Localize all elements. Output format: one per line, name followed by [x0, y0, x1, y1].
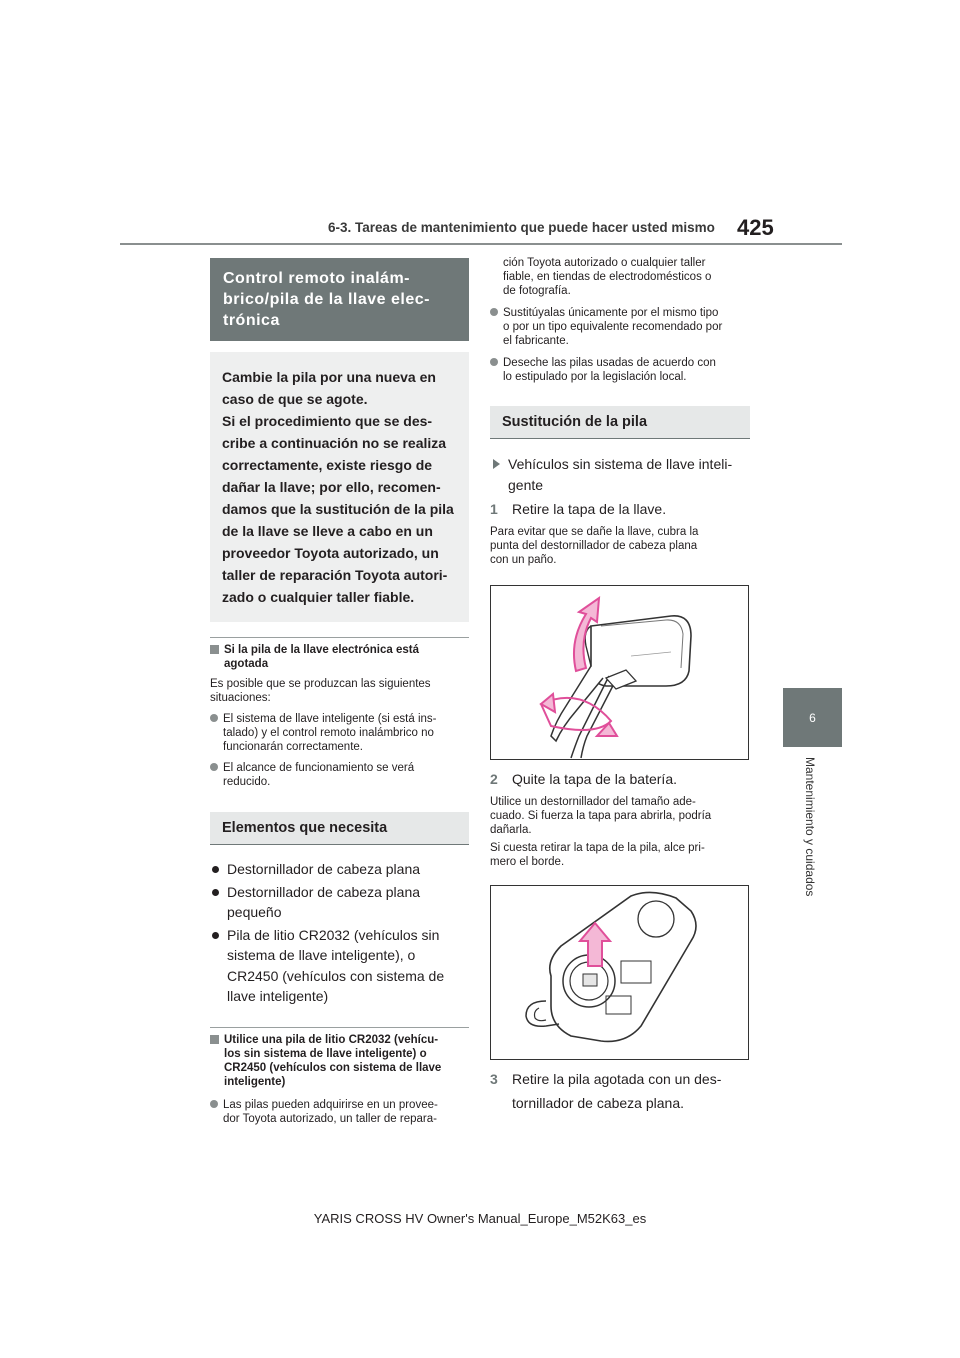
square-bullet-icon: [210, 645, 219, 654]
continued-list-item: ción Toyota autorizado o cualquier taller fiable, en tiendas de electrodomésticos o de fotografía.: [503, 257, 712, 297]
section-title-remote-battery: Control remoto inalám- brico/pila de la llave elec- trónica: [210, 258, 469, 341]
intro-box: Cambie la pila por una nueva en caso de que se agote. Si el procedimiento que se des- cribe a continuación no se realiza correctamente, existe riesgo de dañar la llave; por ello, recomen- damos que la sustitución de la pila de la llave se lleve a cabo en un proveedor Toyota autorizado, un taller de reparación Toyota autori- zado o cualquier taller fiable.: [210, 352, 469, 622]
figure-remove-battery-cover: [490, 885, 749, 1060]
key-cover-illustration: [491, 586, 748, 759]
running-header-title: 6-3. Tareas de mantenimiento que puede hacer usted mismo: [328, 220, 715, 235]
triangle-bullet-icon: [493, 459, 500, 469]
chapter-label: Mantenimiento y cuidados: [803, 757, 817, 897]
circle-bullet-icon: [210, 714, 218, 722]
chapter-number: 6: [809, 710, 816, 725]
chapter-tab: [783, 688, 842, 747]
footer-manual-id: YARIS CROSS HV Owner's Manual_Europe_M52K63_es: [313, 1211, 647, 1226]
section-title-items-needed: Elementos que necesita: [210, 812, 469, 845]
step-3: 3 Retire la pila agotada con un des- tornillador de cabeza plana.: [490, 1071, 722, 1111]
step-2-note-2: Si cuesta retirar la tapa de la pila, alce pri- mero el borde.: [490, 842, 705, 868]
step-2: 2 Quite la tapa de la batería.: [490, 771, 677, 787]
note-battery-type: [210, 1027, 469, 1126]
circle-bullet-icon: [210, 1100, 218, 1108]
note-heading: Si la pila de la llave electrónica está agotada: [210, 637, 469, 671]
list-item: El sistema de llave inteligente (si está ins- talado) y el control remoto inalámbrico no funcionarán correctamente.: [210, 712, 469, 754]
list-item: El alcance de funcionamiento se verá reducido.: [210, 761, 469, 789]
note-heading: Utilice una pila de litio CR2032 (vehícu- los sin sistema de llave inteligente) o CR2450 (vehículos con sistema de llave inteligente): [210, 1027, 469, 1089]
note-dead-battery: [210, 637, 469, 789]
square-bullet-icon: [210, 1035, 219, 1044]
list-item: Sustitúyalas únicamente por el mismo tipo o por un tipo equivalente recomendado por el fabricante.: [490, 306, 750, 348]
list-item: Destornillador de cabeza plana: [210, 859, 469, 880]
chapter-label-container: [803, 757, 823, 922]
right-column: [490, 256, 750, 1114]
list-item: Deseche las pilas usadas de acuerdo con lo estipulado por la legislación local.: [490, 356, 750, 384]
circle-bullet-icon: [490, 358, 498, 366]
vehicle-type-label: Vehículos sin sistema de llave inteli- gente: [490, 454, 750, 496]
left-column: [210, 258, 469, 1126]
note-text: Es posible que se produzcan las siguientes situaciones:: [210, 678, 431, 704]
section-title-battery-replacement: Sustitución de la pila: [490, 406, 750, 439]
list-item: Pila de litio CR2032 (vehículos sin sistema de llave inteligente), o CR2450 (vehículos con sistema de llave inteligente): [210, 925, 469, 1007]
bullet-icon: [212, 889, 219, 896]
page-number: 425: [737, 215, 774, 240]
step-1-note: Para evitar que se dañe la llave, cubra la punta del destornillador de cabeza plana con un paño.: [490, 526, 699, 566]
circle-bullet-icon: [210, 763, 218, 771]
list-item: Destornillador de cabeza plana pequeño: [210, 882, 469, 923]
step-2-note-1: Utilice un destornillador del tamaño ade- cuado. Si fuerza la tapa para abrirla, podría dañarla.: [490, 796, 712, 836]
bullet-icon: [212, 932, 219, 939]
battery-cover-illustration: [491, 886, 748, 1059]
step-1: 1 Retire la tapa de la llave.: [490, 501, 667, 517]
figure-remove-key-cover: [490, 585, 749, 760]
circle-bullet-icon: [490, 308, 498, 316]
header-rule: [120, 243, 842, 245]
list-item: Las pilas pueden adquirirse en un provee- dor Toyota autorizado, un taller de repara-: [210, 1098, 469, 1126]
items-needed-list: [210, 859, 469, 1007]
bullet-icon: [212, 866, 219, 873]
